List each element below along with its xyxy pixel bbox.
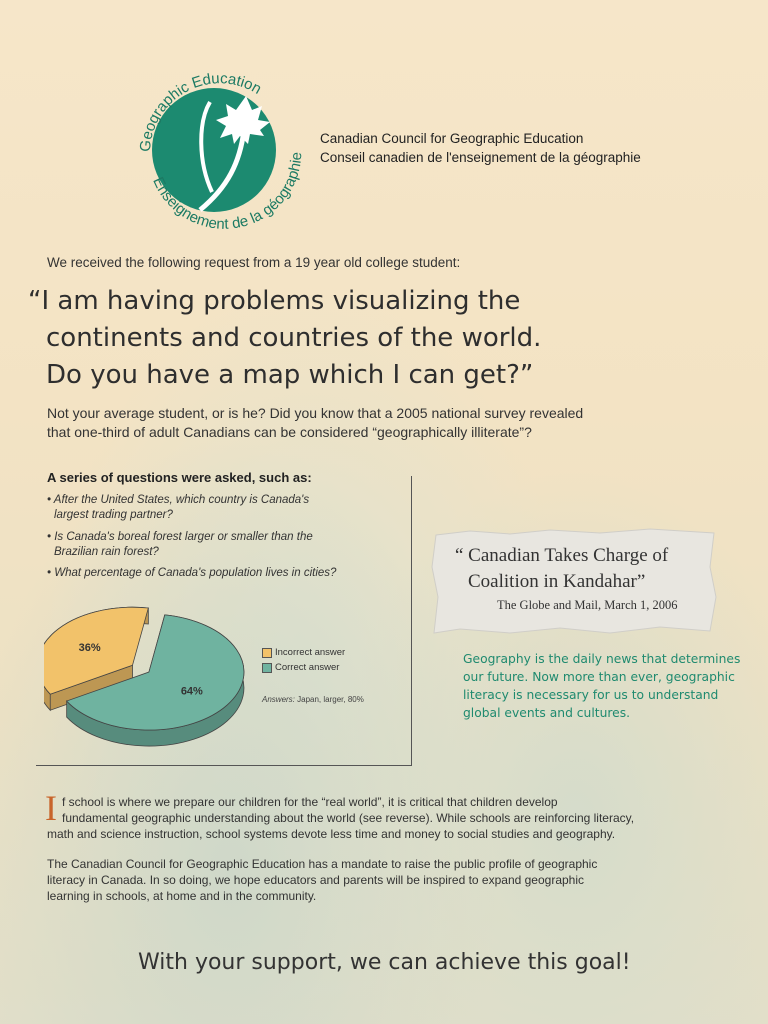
paragraph-line: fundamental geographic understanding about the world (see reverse). While schools are reinforcing literacy, [62, 811, 635, 825]
question-1 [47, 493, 309, 523]
logo-ring-bottom: Enseignement de la géographie [149, 151, 306, 232]
legend-label: Incorrect answer [275, 647, 346, 658]
paragraph-line: math and science instruction, school systems devote less time and money to social studies and geography. [47, 827, 616, 841]
student-quote [28, 283, 541, 394]
question-line: largest trading partner? [54, 509, 173, 521]
paragraph-line: literacy in Canada. In so doing, we hope educators and parents will be inspired to expand geographic [47, 873, 585, 887]
divider-horizontal [36, 765, 412, 766]
paragraph-line: The Canadian Council for Geographic Education has a mandate to raise the public profile of geographic [47, 857, 598, 871]
headline-line: “ Canadian Takes Charge of [455, 545, 669, 566]
callout-line: global events and cultures. [463, 706, 631, 720]
question-line: Brazilian rain forest? [54, 546, 159, 558]
answers-note [262, 695, 364, 704]
paragraph-line: learning in schools, at home and in the community. [47, 889, 317, 903]
clipping-headline [455, 543, 668, 595]
quote-line: “I am having problems visualizing the [28, 286, 521, 316]
intro-text: We received the following request from a 19 year old college student: [47, 255, 461, 270]
legend-correct [262, 662, 339, 673]
question-2 [47, 530, 313, 560]
drop-cap: I [45, 788, 57, 828]
legend-incorrect [262, 647, 345, 658]
headline-line: Coalition in Kandahar” [468, 571, 646, 592]
clipping-source: The Globe and Mail, March 1, 2006 [497, 598, 678, 612]
quote-line: continents and countries of the world. [46, 323, 542, 353]
closing-slogan: With your support, we can achieve this goal! [138, 950, 631, 975]
paragraph-line: that one-third of adult Canadians can be considered “geographically illiterate”? [47, 424, 532, 440]
question-line: • After the United States, which country is Canada's [47, 494, 310, 506]
ccge-logo [128, 52, 308, 232]
answers-value: Japan, larger, 80% [294, 695, 364, 704]
callout-line: literacy is necessary for us to understand [463, 688, 719, 702]
callout-line: Geography is the daily news that determines [463, 652, 741, 666]
answers-label: Answers: [262, 695, 295, 704]
pie-chart [44, 600, 254, 760]
org-name-fr: Conseil canadien de l'enseignement de la géographie [320, 150, 641, 165]
question-line: • Is Canada's boreal forest larger or smaller than the [47, 531, 313, 543]
logo-ring-top: Geographic Education [136, 70, 265, 153]
green-callout [463, 650, 740, 722]
pie-data-label: 64% [180, 685, 203, 698]
mandate-paragraph [47, 856, 597, 904]
legend-swatch [262, 663, 272, 673]
legend-swatch [262, 648, 272, 658]
paragraph-line: Not your average student, or is he? Did you know that a 2005 national survey revealed [47, 405, 584, 421]
paragraph-line: f school is where we prepare our children for the “real world”, it is critical that children develop [62, 795, 558, 809]
survey-title: A series of questions were asked, such as: [47, 470, 312, 485]
quote-line: Do you have a map which I can get?” [46, 360, 534, 390]
pie-data-label: 36% [78, 642, 101, 655]
callout-line: our future. Now more than ever, geographic [463, 670, 735, 684]
school-paragraph [47, 794, 662, 842]
question-3: • What percentage of Canada's population lives in cities? [47, 567, 337, 579]
org-name-en: Canadian Council for Geographic Education [320, 131, 584, 146]
divider-vertical [411, 476, 412, 766]
survey-intro-paragraph [47, 404, 583, 442]
legend-label: Correct answer [275, 662, 340, 673]
